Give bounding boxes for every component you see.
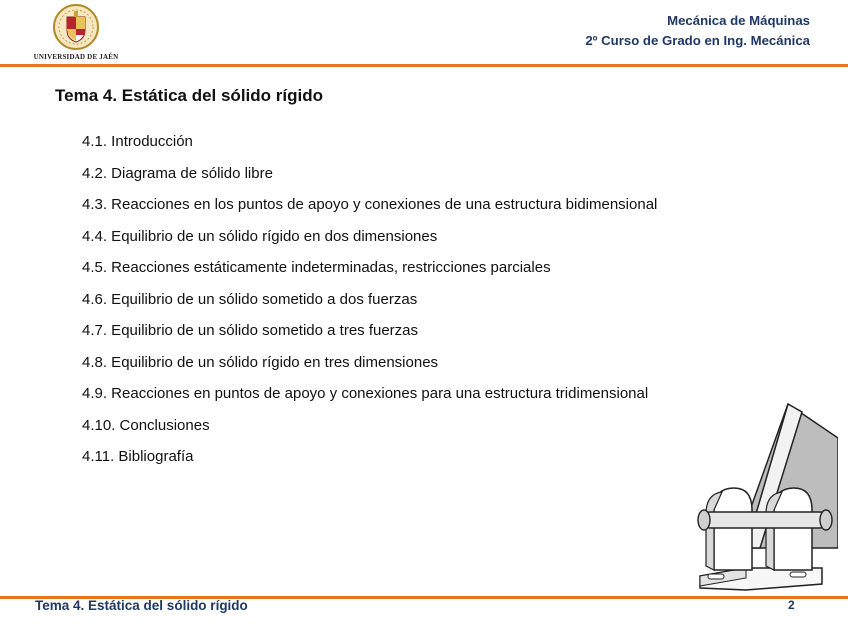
topic-item: 4.10. Conclusiones (82, 416, 210, 434)
topics-list (82, 132, 657, 479)
topic-item: 4.6. Equilibrio de un sólido sometido a dos fuerzas (82, 290, 418, 308)
course-info (585, 11, 810, 51)
slide-title: Tema 4. Estática del sólido rígido (55, 86, 323, 105)
pin-support-illustration (690, 398, 838, 594)
header-divider (0, 64, 848, 67)
topic-item: 4.8. Equilibrio de un sólido rígido en tres dimensiones (82, 353, 439, 371)
footer-title: Tema 4. Estática del sólido rígido (35, 598, 248, 613)
topic-item: 4.1. Introducción (82, 133, 193, 150)
topic-item: 4.9. Reacciones en puntos de apoyo y conexiones para una estructura tridimensional (82, 385, 649, 402)
topic-item: 4.2. Diagrama de sólido libre (82, 164, 273, 182)
topic-item: 4.11. Bibliografía (82, 448, 194, 465)
course-degree: 2º Curso de Grado en Ing. Mecánica (585, 33, 810, 48)
course-subject: Mecánica de Máquinas (667, 13, 810, 28)
university-crest-icon (52, 3, 100, 51)
topic-item: 4.5. Reacciones estáticamente indeterminadas, restricciones parciales (82, 259, 551, 276)
university-logo (30, 3, 122, 63)
topic-item: 4.3. Reacciones en los puntos de apoyo y conexiones de una estructura bidimensional (82, 196, 658, 213)
logo-text: UNIVERSIDAD DE JAÉN (33, 53, 119, 61)
topic-item: 4.4. Equilibrio de un sólido rígido en dos dimensiones (82, 227, 438, 245)
topic-item: 4.7. Equilibrio de un sólido sometido a tres fuerzas (82, 322, 419, 339)
pin-support-bracket-icon (690, 398, 838, 594)
page-number: 2 (788, 598, 795, 612)
